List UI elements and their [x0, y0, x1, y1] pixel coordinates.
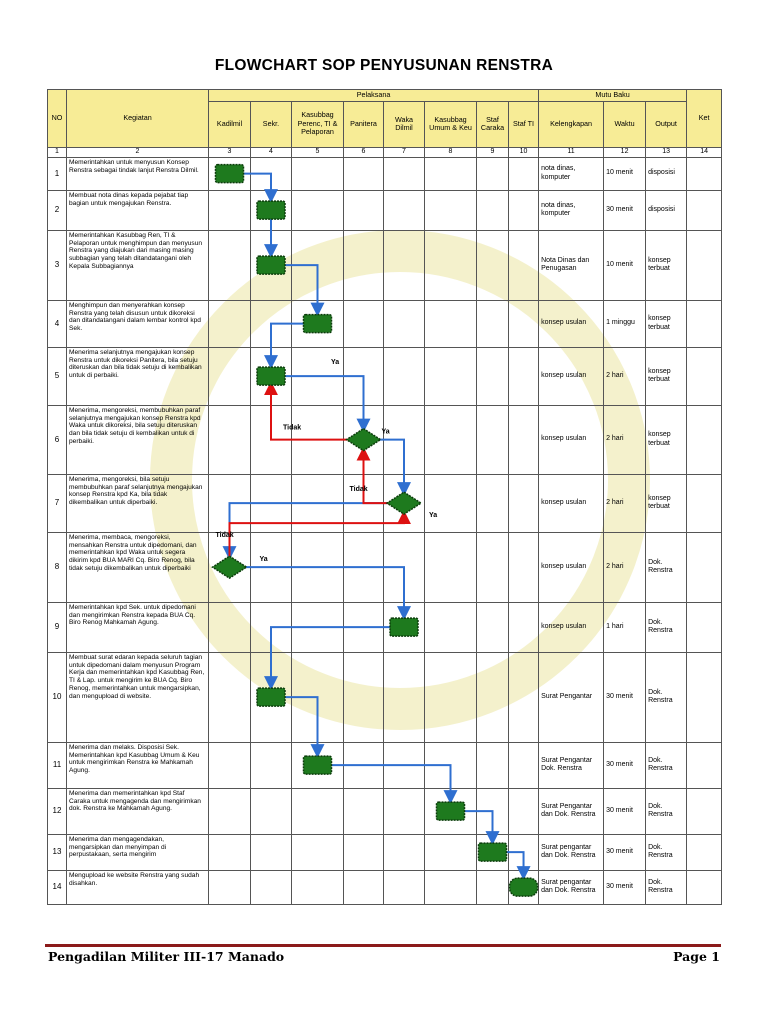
header-staf-caraka: Staf Caraka: [477, 101, 509, 147]
row-waktu: 2 hari: [604, 347, 646, 405]
row-kegiatan: Mengupload ke website Renstra yang sudah disahkan.: [67, 870, 209, 904]
row-waktu: 30 menit: [604, 742, 646, 788]
row-number: 6: [48, 405, 67, 474]
header-kegiatan: Kegiatan: [67, 90, 209, 148]
flow-connector: [374, 440, 405, 493]
row-output: konsep terbuat: [646, 230, 687, 300]
footer-organization: Pengadilan Militer III-17 Manado: [48, 949, 285, 964]
column-number: 9: [477, 147, 509, 157]
flow-connector: [281, 265, 318, 313]
row-kegiatan: Memerintahkan Kasubbag Ren, TI & Pelaporan untuk menghimpun dan menyusun Renstra yang diajukan dari masing masing subbagian yang telah ditandatangani oleh Kepala Subbagiannya: [67, 230, 209, 300]
process-shape: [257, 688, 285, 706]
row-number: 1: [48, 157, 67, 190]
row-kegiatan: Menerima dan melaks. Disposisi Sek. Memerintahkan kpd Kasubbag Umum & Keu untuk mengirimkan Renstra ke Mahkamah Agung.: [67, 742, 209, 788]
row-kelengkapan: konsep usulan: [539, 347, 604, 405]
row-output: Dok. Renstra: [646, 652, 687, 742]
row-output: disposisi: [646, 190, 687, 230]
row-waktu: 2 hari: [604, 405, 646, 474]
return-connector: [364, 451, 393, 504]
footer-page-number: Page 1: [673, 949, 720, 964]
footer-divider: [45, 944, 721, 947]
row-waktu: 1 hari: [604, 602, 646, 652]
row-output: Dok. Renstra: [646, 602, 687, 652]
decision-shape: [347, 429, 381, 451]
column-number: 4: [251, 147, 292, 157]
row-number: 9: [48, 602, 67, 652]
column-number: 12: [604, 147, 646, 157]
label-tidak: Tidak: [215, 532, 234, 540]
row-output: konsep terbuat: [646, 474, 687, 532]
row-output: Dok. Renstra: [646, 788, 687, 834]
row-kegiatan: Menghimpun dan menyerahkan konsep Renstra yang telah disusun untuk dikoreksi dan ditandatangani dalam lembar kontrol kpd Sek.: [67, 300, 209, 347]
row-number: 2: [48, 190, 67, 230]
row-kegiatan: Memerintahkan kpd Sek. untuk dipedomani dan mengirimkan Renstra kepada BUA Cq. Biro Renog Mahkamah Agung.: [67, 602, 209, 652]
row-kegiatan: Menerima, mengoreksi, bila setuju membubuhkan paraf selanjutnya mengajukan konsep Renstra kpd Ka, bila tidak dikembalikan untuk diperbaiki.: [67, 474, 209, 532]
process-shape: [257, 256, 285, 274]
row-waktu: 30 menit: [604, 870, 646, 904]
flow-connector: [461, 811, 493, 841]
row-kelengkapan: konsep usulan: [539, 300, 604, 347]
header-pelaksana: Pelaksana: [209, 90, 539, 102]
row-waktu: 30 menit: [604, 834, 646, 870]
row-kegiatan: Menerima, membaca, mengoreksi, mensahkan Renstra untuk dipedomani, dan memerintahkan kpd Waka untuk segera dikirim kpd BUA MARI Cq. Biro Renog, bila tidak setuju dikembalikan untuk diperbaiki: [67, 532, 209, 602]
row-kegiatan: Memerintahkan untuk menyusun Konsep Renstra sebagai tindak lanjut Renstra Dilmil.: [67, 157, 209, 190]
row-output: Dok. Renstra: [646, 742, 687, 788]
decision-shape: [213, 556, 247, 578]
row-waktu: 30 menit: [604, 190, 646, 230]
column-number: 7: [384, 147, 425, 157]
process-shape: [304, 315, 332, 333]
row-kelengkapan: Surat pengantar dan Dok. Renstra: [539, 834, 604, 870]
column-number: 3: [209, 147, 251, 157]
row-waktu: 2 hari: [604, 474, 646, 532]
row-waktu: 2 hari: [604, 532, 646, 602]
row-number: 11: [48, 742, 67, 788]
row-output: konsep terbuat: [646, 347, 687, 405]
label-tidak: Tidak: [283, 424, 302, 432]
return-connector: [230, 514, 405, 556]
flow-connector: [240, 567, 405, 616]
row-kelengkapan: Surat Pengantar dan Dok. Renstra: [539, 788, 604, 834]
column-number: 14: [687, 147, 722, 157]
row-number: 13: [48, 834, 67, 870]
row-number: 3: [48, 230, 67, 300]
row-kelengkapan: konsep usulan: [539, 532, 604, 602]
column-number: 1: [48, 147, 67, 157]
row-kelengkapan: konsep usulan: [539, 602, 604, 652]
flow-connector: [281, 697, 318, 754]
row-kegiatan: Menerima dan mengagendakan, mengarsipkan dan menyimpan di perpustakaan, serta mengirim: [67, 834, 209, 870]
row-kelengkapan: nota dinas, komputer: [539, 190, 604, 230]
header-panitera: Panitera: [344, 101, 384, 147]
column-number: 10: [509, 147, 539, 157]
header-kasubbag-umum: Kasubbag Umum & Keu: [425, 101, 477, 147]
row-waktu: 30 menit: [604, 652, 646, 742]
column-number: 2: [67, 147, 209, 157]
row-kegiatan: Menerima, mengoreksi, membubuhkan paraf selanjutnya mengajukan konsep Renstra kpd Waka untuk dikoreksi, bila setuju diteruskan dan bila tidak setuju di kembalikan untuk di perbaiki.: [67, 405, 209, 474]
row-number: 10: [48, 652, 67, 742]
row-kelengkapan: Surat Pengantar Dok. Renstra: [539, 742, 604, 788]
header-kasubbag-perenc: Kasubbag Perenc, TI & Pelaporan: [292, 101, 344, 147]
row-output: konsep terbuat: [646, 300, 687, 347]
row-output: Dok. Renstra: [646, 834, 687, 870]
row-number: 8: [48, 532, 67, 602]
row-output: Dok. Renstra: [646, 870, 687, 904]
flow-connector: [328, 765, 451, 800]
process-shape: [257, 201, 285, 219]
row-kelengkapan: konsep usulan: [539, 405, 604, 474]
flow-connector: [281, 376, 364, 429]
process-shape: [437, 802, 465, 820]
label-ya: Ya: [429, 512, 438, 520]
row-output: konsep terbuat: [646, 405, 687, 474]
column-number: 13: [646, 147, 687, 157]
header-mutu-baku: Mutu Baku: [539, 90, 687, 102]
row-output: Dok. Renstra: [646, 532, 687, 602]
label-tidak: Tidak: [349, 486, 368, 494]
header-output: Output: [646, 101, 687, 147]
row-kegiatan: Membuat nota dinas kepada pejabat tiap bagian untuk mengajukan Renstra.: [67, 190, 209, 230]
header-sekr: Sekr.: [251, 101, 292, 147]
decision-shape: [387, 492, 421, 514]
row-waktu: 30 menit: [604, 788, 646, 834]
column-number: 5: [292, 147, 344, 157]
process-shape: [257, 367, 285, 385]
label-ya: Ya: [259, 556, 268, 564]
column-number: 6: [344, 147, 384, 157]
header-ket: Ket: [687, 90, 722, 148]
header-no: NO: [48, 90, 67, 148]
header-waka: Waka Dilmil: [384, 101, 425, 147]
process-shape: [479, 843, 507, 861]
process-shape: [304, 756, 332, 774]
row-waktu: 10 menit: [604, 157, 646, 190]
row-kelengkapan: konsep usulan: [539, 474, 604, 532]
process-shape: [216, 165, 244, 183]
header-kelengkapan: Kelengkapan: [539, 101, 604, 147]
label-ya: Ya: [381, 428, 390, 436]
row-kegiatan: Menerima dan memerintahkan kpd Staf Caraka untuk mengagenda dan mengirimkan dok. Renstra ke Mahkamah Agung.: [67, 788, 209, 834]
row-waktu: 1 minggu: [604, 300, 646, 347]
row-kelengkapan: Surat pengantar dan Dok. Renstra: [539, 870, 604, 904]
page-title: FLOWCHART SOP PENYUSUNAN RENSTRA: [214, 57, 554, 74]
header-kadilmil: Kadilmil: [209, 101, 251, 147]
flow-connector: [230, 503, 415, 556]
header-waktu: Waktu: [604, 101, 646, 147]
column-number: 11: [539, 147, 604, 157]
row-output: disposisi: [646, 157, 687, 190]
row-number: 14: [48, 870, 67, 904]
row-waktu: 10 menit: [604, 230, 646, 300]
row-number: 12: [48, 788, 67, 834]
row-number: 5: [48, 347, 67, 405]
label-ya: Ya: [331, 359, 340, 367]
row-kegiatan: Membuat surat edaran kepada seluruh tagian untuk dipedomani dalam menyusun Program Kerja dan memerintahkan kpd Kasubbag Ren, TI & Lap. untuk mengirim ke BUA Cq. Biro Renog, memerintahkan untuk mengarsipkan, dan mengupload di website.: [67, 652, 209, 742]
row-kegiatan: Menerima selanjutnya mengajukan konsep Renstra untuk dikoreksi Panitera, bila setuju diteruskan dan bila tidak setuju di kembalikan untuk di perbaiki.: [67, 347, 209, 405]
row-kelengkapan: nota dinas, komputer: [539, 157, 604, 190]
row-number: 7: [48, 474, 67, 532]
row-kelengkapan: Nota Dinas dan Penugasan: [539, 230, 604, 300]
process-shape: [390, 618, 418, 636]
row-kelengkapan: Surat Pengantar: [539, 652, 604, 742]
header-staf-ti: Staf TI: [509, 101, 539, 147]
row-number: 4: [48, 300, 67, 347]
column-number: 8: [425, 147, 477, 157]
terminator-shape: [510, 878, 538, 896]
